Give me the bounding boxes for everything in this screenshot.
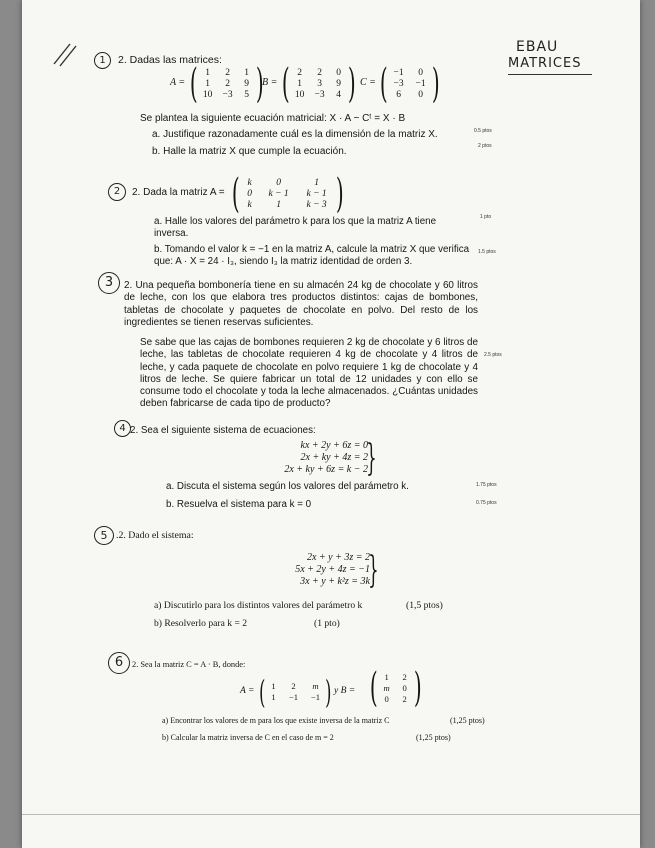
q2-part-a: a. Halle los valores del parámetro k para los que la matriz A tiene inversa. bbox=[154, 216, 437, 239]
q5-system bbox=[262, 552, 370, 588]
q5-equation-1: 2x + y + 3z = 2 bbox=[306, 552, 370, 563]
q2-matrix-a: ( k 0 1 0 k − 1 k − 1 k 1 k − 3 ) bbox=[231, 171, 344, 217]
q6-title: 2. Sea la matriz C = A · B, donde: bbox=[132, 660, 246, 669]
page-bottom-edge bbox=[22, 814, 640, 815]
q4-system bbox=[242, 440, 368, 476]
q6-a-label: A = bbox=[240, 686, 255, 696]
q1-part-a: a. Justifique razonadamente cuál es la dimensión de la matriz X. bbox=[152, 129, 438, 140]
q4-part-a-points: 1.75 ptos bbox=[476, 482, 497, 488]
tick-mark-icon bbox=[52, 38, 82, 68]
q6-part-a-points: (1,25 ptos) bbox=[450, 716, 485, 725]
q4-equation-3: 2x + ky + 6z = k − 2 bbox=[284, 464, 368, 475]
handwritten-header-matrices: MATRICES bbox=[508, 56, 582, 71]
q4-title: 2. Sea el siguiente sistema de ecuaciones: bbox=[130, 425, 316, 436]
underline bbox=[508, 74, 592, 75]
q4-part-b-points: 0.75 ptos bbox=[476, 500, 497, 506]
q2-part-b-points: 1.5 ptos bbox=[478, 249, 496, 255]
q4-equation-1: kx + 2y + 6z = 0 bbox=[300, 440, 368, 451]
question-number-3: 3 bbox=[98, 272, 120, 294]
exam-page bbox=[22, 0, 640, 848]
q2-title: 2. Dada la matriz A = bbox=[132, 187, 225, 198]
q6-part-b: b) Calcular la matriz inversa de C en el caso de m = 2 bbox=[162, 733, 334, 742]
q4-brace: } bbox=[366, 438, 377, 479]
q6-and-b-label: y B = bbox=[334, 686, 356, 696]
q2-part-a-points: 1 pto bbox=[480, 214, 492, 220]
question-number-4: 4 bbox=[114, 420, 131, 437]
q4-part-a: a. Discuta el sistema según los valores del parámetro k. bbox=[166, 481, 409, 492]
q6-part-a: a) Encontrar los valores de m para los que existe inversa de la matriz C bbox=[162, 716, 390, 725]
q1-title: 2. Dadas las matrices: bbox=[118, 54, 222, 66]
q5-equation-2: 5x + 2y + 4z = −1 bbox=[295, 564, 370, 575]
handwritten-header-ebau: EBAU bbox=[516, 39, 559, 55]
q1-a-label: A = bbox=[170, 77, 186, 88]
q5-part-b-points: (1 pto) bbox=[314, 618, 340, 629]
q1-matrix-a: ( 1 2 1 1 2 9 10 −3 5 ) bbox=[189, 61, 264, 107]
question-number-5: 5 bbox=[94, 526, 114, 545]
q1-c-label: C = bbox=[360, 77, 376, 88]
q5-part-a-points: (1,5 ptos) bbox=[406, 600, 443, 611]
q6-part-b-points: (1,25 ptos) bbox=[416, 733, 451, 742]
q1-part-b: b. Halle la matriz X que cumple la ecuación. bbox=[152, 146, 347, 157]
q2-part-b: b. Tomando el valor k = −1 en la matriz A, calcule la matriz X que verifica que: A · X = 24 · I₃, siendo I₃ la matriz identidad de orden 3. bbox=[154, 244, 470, 267]
question-number-6: 6 bbox=[108, 652, 130, 674]
q6-matrix-b: ( 1 2 m 0 0 2 ) bbox=[369, 665, 422, 711]
q1-part-a-points: 0.5 ptos bbox=[474, 128, 492, 134]
question-number-2: 2 bbox=[108, 183, 126, 201]
q3-points: 2.5 ptos bbox=[484, 352, 502, 358]
q5-brace: } bbox=[368, 550, 379, 591]
q5-part-b: b) Resolverlo para k = 2 bbox=[154, 618, 248, 629]
q3-paragraph-1: 2. Una pequeña bombonería tiene en su almacén 24 kg de chocolate y 60 litros de leche, con los que elabora tres productos distintos: cajas de bombones, tabletas de chocolate y paquetes de chocolate en polvo. Del resto de los ingredientes se tienen reservas suficientes. bbox=[124, 280, 478, 329]
q1-matrix-b: ( 2 2 0 1 3 9 10 −3 4 ) bbox=[281, 61, 356, 107]
question-number-1: 1 bbox=[94, 52, 111, 69]
q1-matrix-c: ( −1 0 −3 −1 6 0 ) bbox=[379, 61, 440, 107]
q6-matrix-a: ( 1 2 m 1 −1 −1 ) bbox=[259, 673, 332, 711]
q1-b-label: B = bbox=[262, 77, 278, 88]
q1-equation: Se plantea la siguiente ecuación matricial: X · A − Cᵗ = X · B bbox=[140, 113, 406, 124]
q5-part-a: a) Discutirlo para los distintos valores del parámetro k bbox=[154, 600, 363, 611]
q4-part-b: b. Resuelva el sistema para k = 0 bbox=[166, 499, 312, 510]
q3-paragraph-2: Se sabe que las cajas de bombones requieren 2 kg de chocolate y 6 litros de leche, las tabletas de chocolate requieren 4 kg de chocolate y 4 litros de leche, y cada paquete de chocolate en polvo requiere 1 kg de chocolate y 4 litros de leche. Se quiere fabricar un total de 12 unidades y con ello se consume todo el chocolate y toda la leche almacenados. ¿Cuántas unidades deben fabricarse de cada tipo de producto? bbox=[140, 337, 478, 410]
q5-title: .2. Dado el sistema: bbox=[116, 530, 194, 541]
q5-equation-3: 3x + y + k²z = 3k bbox=[300, 576, 370, 587]
q1-part-b-points: 2 ptos bbox=[478, 143, 492, 149]
q4-equation-2: 2x + ky + 4z = 2 bbox=[300, 452, 368, 463]
